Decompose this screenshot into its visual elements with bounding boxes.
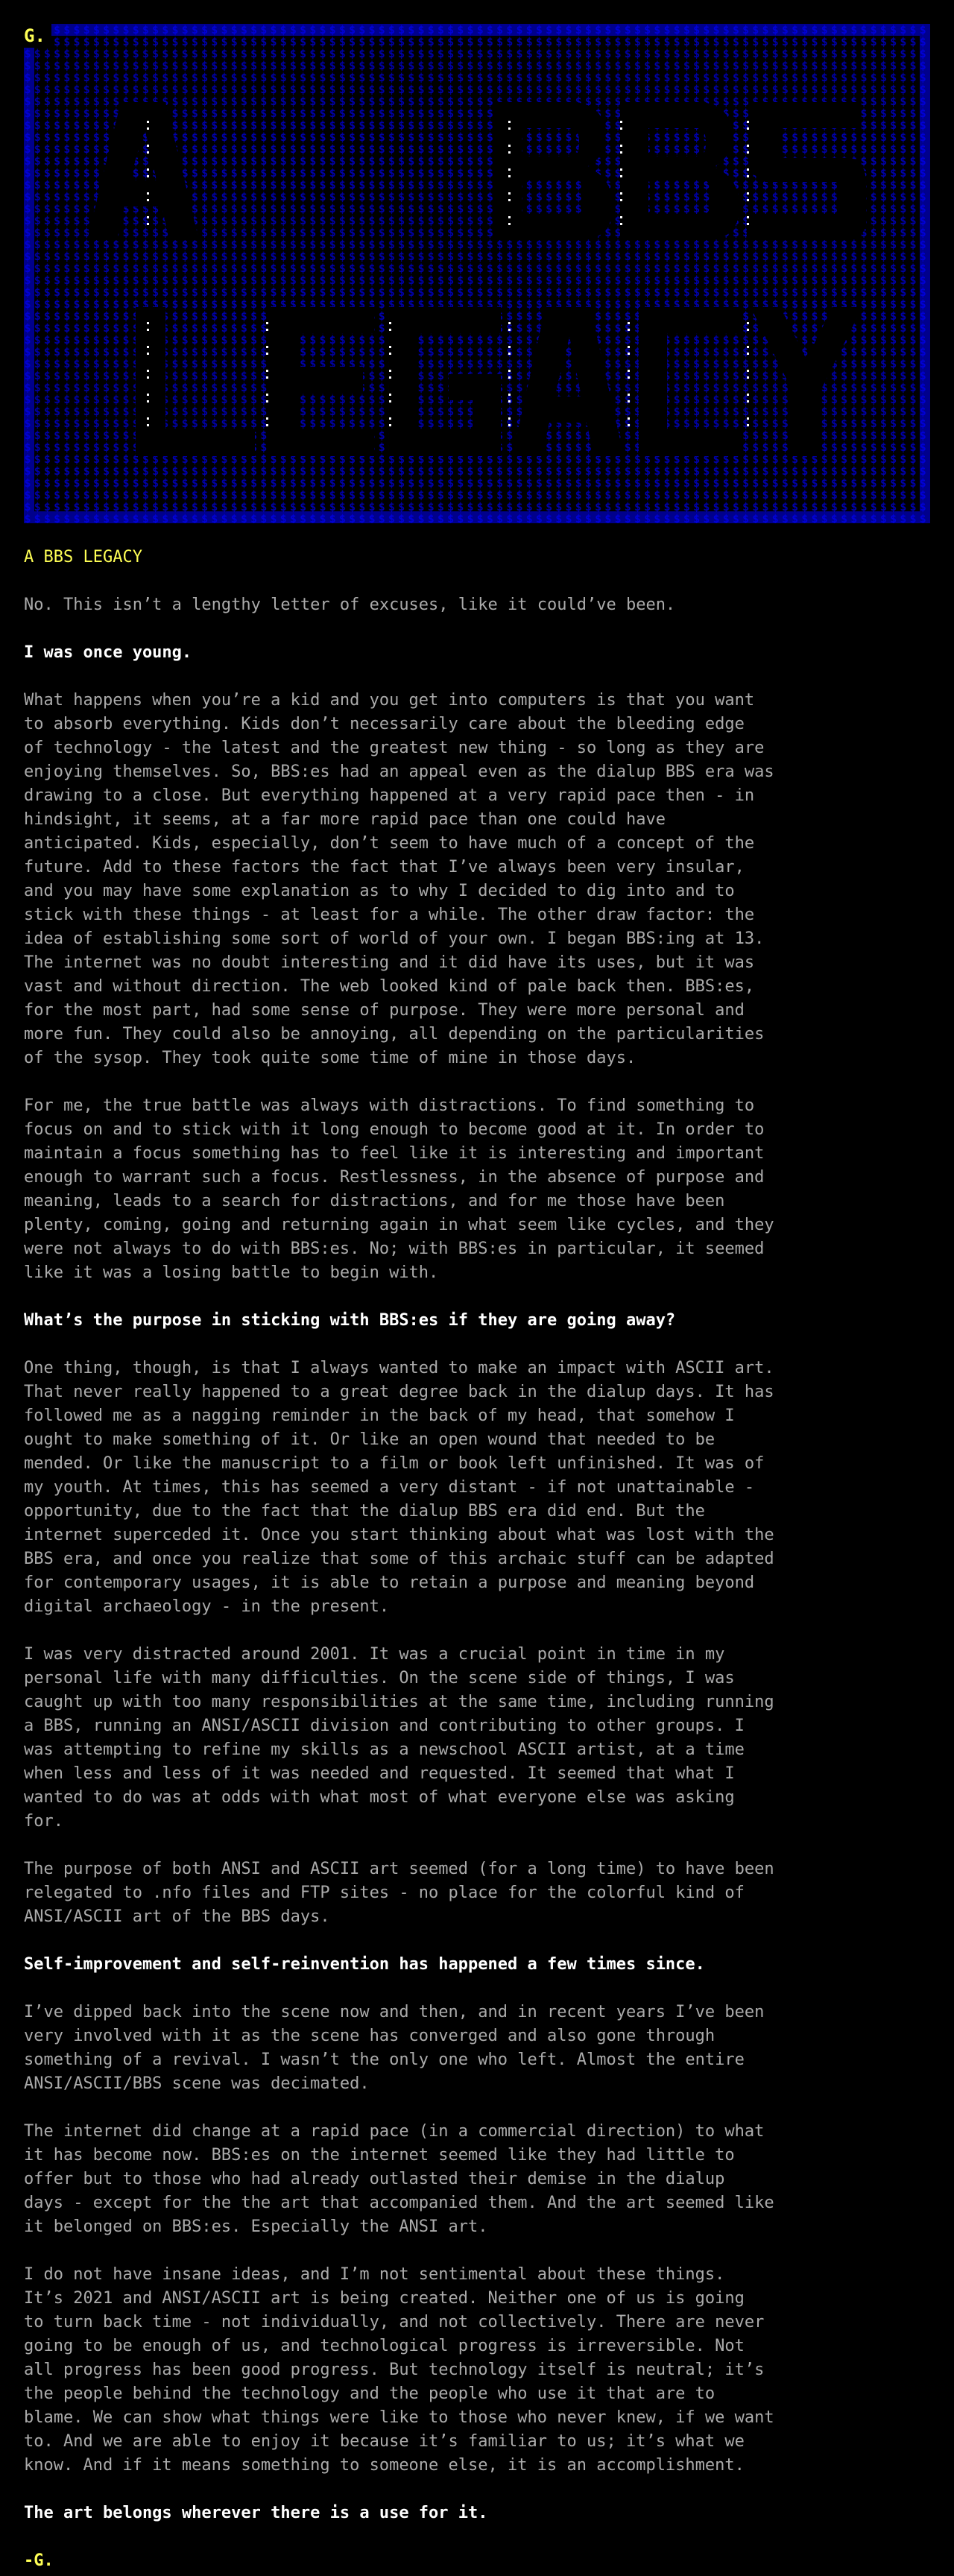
banner-dot <box>389 376 391 379</box>
banner-dot <box>147 216 149 218</box>
banner-dot <box>266 353 268 355</box>
banner-dot <box>147 346 149 348</box>
banner-dot <box>266 370 268 372</box>
banner-dot <box>508 216 511 218</box>
banner-dot <box>389 394 391 396</box>
banner-dot <box>508 394 511 396</box>
banner-dot <box>508 400 511 402</box>
banner-dot <box>747 417 749 420</box>
article <box>24 546 930 2573</box>
banner-dot <box>147 394 149 396</box>
banner-signature: G. <box>24 24 51 48</box>
banner-dot <box>389 346 391 348</box>
banner-dot <box>266 424 268 426</box>
banner-dot <box>747 127 749 130</box>
banner-dot <box>147 168 149 171</box>
banner-dot <box>147 329 149 331</box>
banner-dot <box>389 329 391 331</box>
banner-dot <box>508 127 511 130</box>
banner-dot <box>147 145 149 147</box>
banner-dot <box>389 400 391 402</box>
article-body <box>24 593 930 2525</box>
banner-dot <box>628 329 630 331</box>
paragraph: For me, the true battle was always with distractions. To find something to focus on and to stick with it long enough to become good at it. In order to maintain a focus something has to feel like it is interesting and important enough to warrant such a focus. Restlessness, in the absence of purpose and meaning, leads to a search for distractions, and for me those have been plenty, coming, going and returning again in what seem like cycles, and they were not always to do with BBS:es. No; with BBS:es in particular, it seemed like it was a losing battle to begin with. <box>24 1096 774 1282</box>
banner-dot <box>389 417 391 420</box>
banner-dot <box>508 145 511 147</box>
banner-dot <box>147 322 149 324</box>
section-heading: What’s the purpose in sticking with BBS:es if they are going away? <box>24 1311 676 1330</box>
banner-dot <box>147 400 149 402</box>
banner-dot <box>620 145 622 147</box>
banner-dot <box>508 370 511 372</box>
banner-dot <box>620 192 622 195</box>
banner-dot <box>508 168 511 171</box>
banner-dot <box>620 168 622 171</box>
banner-dot <box>747 376 749 379</box>
banner-dot <box>147 223 149 225</box>
banner-dot <box>389 322 391 324</box>
banner-dot <box>628 400 630 402</box>
banner-dot <box>508 417 511 420</box>
banner-dot <box>147 127 149 130</box>
banner-dot <box>628 424 630 426</box>
section-heading: Self-improvement and self-reinvention has happened a few times since. <box>24 1955 705 1974</box>
article-title: A BBS LEGACY <box>24 548 142 566</box>
banner-dot <box>620 223 622 225</box>
banner-dot <box>747 151 749 154</box>
banner-dot <box>628 346 630 348</box>
paragraph: I was very distracted around 2001. It was a crucial point in time in my personal life with many difficulties. On the scene side of things, I was caught up with too many responsibilities at the same time, including running a BBS, running an ANSI/ASCII division and contributing to other groups. I was attempting to refine my skills as a newschool ASCII artist, at a time when less and less of it was needed and requested. It seemed that what I wanted to do was at odds with what most of what everyone else was asking for. <box>24 1645 774 1831</box>
banner-dot <box>266 417 268 420</box>
banner-dot <box>620 121 622 123</box>
paragraph: No. This isn’t a lengthy letter of excuses, like it could’ve been. <box>24 596 676 614</box>
banner-dot <box>147 151 149 154</box>
banner-dot <box>266 346 268 348</box>
paragraph: One thing, though, is that I always wanted to make an impact with ASCII art. That never really happened to a great degree back in the dialup days. It has followed me as a nagging reminder in the back of my head, that somehow I ought to make something of it. Or like an open wound that needed to be mended. Or like the manuscript to a film or book left unfinished. It was of my youth. At times, this has seemed a very distant - if not unattainable - opportunity, due to the fact that the dialup BBS era did end. But the internet superceded it. Once you start thinking about what was lost with the BBS era, and once you realize that some of this archaic stuff can be adapted for contemporary usages, it is able to retain a purpose and meaning beyond digital archaeology - in the present. <box>24 1359 774 1616</box>
banner-dot <box>389 370 391 372</box>
banner-dot <box>747 329 749 331</box>
banner-dot <box>147 417 149 420</box>
banner-dot <box>147 353 149 355</box>
banner-dot <box>389 353 391 355</box>
banner-dot <box>508 151 511 154</box>
ascii-art-logo <box>24 24 930 523</box>
banner-dot <box>266 322 268 324</box>
banner-dot <box>508 376 511 379</box>
banner-dot <box>747 346 749 348</box>
banner-dot <box>747 168 749 171</box>
banner-dot <box>147 192 149 195</box>
banner-dot <box>628 322 630 324</box>
paragraph: What happens when you’re a kid and you get into computers is that you want to absorb everything. Kids don’t necessarily care about the bleeding edge of technology - the latest and the greatest new thing - so long as they are enjoying themselves. So, BBS:es had an appeal even as the dialup BBS era was drawing to a close. But everything happened at a very rapid pace then - in hindsight, it seems, at a far more rapid pace than one could have anticipated. Kids, especially, don’t seem to have much of a concept of the future. Add to these factors the fact that I’ve always been very insular, and you may have some explanation as to why I decided to dig into and to stick with these things - at least for a while. The other draw factor: the idea of establishing some sort of world of your own. I began BBS:ing at 13. The internet was no doubt interesting and it did have its uses, but it was vast and without direction. The web looked kind of pale back then. BBS:es, for the most part, had some sense of purpose. They were more personal and more fun. They could also be annoying, all depending on the particularities of the sysop. They took quite some time of mine in those days. <box>24 691 774 1067</box>
paragraph: I’ve dipped back into the scene now and then, and in recent years I’ve been very involved with it as the scene has converged and also gone through something of a revival. I wasn’t the only one who left. Almost the entire ANSI/ASCII/BBS scene was decimated. <box>24 2003 765 2093</box>
banner-dot <box>620 151 622 154</box>
banner-dot <box>747 175 749 177</box>
banner-dot <box>147 175 149 177</box>
banner-dot <box>747 322 749 324</box>
banner-dot <box>747 353 749 355</box>
banner-dot <box>628 376 630 379</box>
banner-dot <box>266 329 268 331</box>
banner-dot <box>747 121 749 123</box>
banner-dot <box>147 199 149 201</box>
article-signature: -G. <box>24 2551 54 2570</box>
banner-dot <box>620 199 622 201</box>
banner-dot <box>508 199 511 201</box>
section-heading: I was once young. <box>24 643 192 662</box>
banner-dot <box>508 424 511 426</box>
banner-dot <box>628 417 630 420</box>
banner-dot <box>620 216 622 218</box>
banner-dot <box>628 370 630 372</box>
section-heading: The art belongs wherever there is a use for it. <box>24 2504 488 2522</box>
banner-dot <box>747 370 749 372</box>
banner-dot <box>508 346 511 348</box>
banner-dot <box>508 121 511 123</box>
paragraph: The purpose of both ANSI and ASCII art seemed (for a long time) to have been relegated to .nfo files and FTP sites - no place for the colorful kind of ANSI/ASCII art of the BBS days. <box>24 1860 774 1926</box>
banner-dot <box>508 223 511 225</box>
banner-dot <box>508 329 511 331</box>
banner-dot <box>747 192 749 195</box>
banner-dot <box>508 353 511 355</box>
banner-dot <box>628 353 630 355</box>
banner-dot <box>508 192 511 195</box>
banner-dot <box>620 175 622 177</box>
paragraph: The internet did change at a rapid pace (in a commercial direction) to what it has become now. BBS:es on the internet seemed like they had little to offer but to those who had already outlasted their demise in the dialup days - except for the the art that accompanied them. And the art seemed like it belonged on BBS:es. Especially the ANSI art. <box>24 2122 774 2236</box>
banner-dot <box>266 400 268 402</box>
banner-dot <box>389 424 391 426</box>
banner-dot <box>747 394 749 396</box>
banner-dot <box>628 394 630 396</box>
banner-dot <box>620 127 622 130</box>
banner-dot <box>508 322 511 324</box>
banner-dot <box>147 424 149 426</box>
banner-dot <box>747 145 749 147</box>
banner-dot <box>747 199 749 201</box>
banner-dot <box>266 394 268 396</box>
banner-dot <box>747 400 749 402</box>
ascii-art-banner <box>24 24 930 523</box>
banner-dot <box>747 424 749 426</box>
banner-dot <box>147 370 149 372</box>
banner-dot <box>147 376 149 379</box>
banner-dot <box>747 216 749 218</box>
banner-dot <box>266 376 268 379</box>
paragraph: I do not have insane ideas, and I’m not sentimental about these things. It’s 2021 and ANSI/ASCII art is being created. Neither one of us is going to turn back time - not individually, and not collectively. There are never going to be enough of us, and technological progress is irreversible. Not all progress has been good progress. But technology itself is neutral; it’s the people behind the technology and the people who use it that are to blame. We can show what things were like to those who never knew, if we want to. And we are able to enjoy it because it’s familiar to us; it’s what we know. And if it means something to someone else, it is an accomplishment. <box>24 2265 774 2475</box>
banner-dot <box>747 223 749 225</box>
banner-dot <box>508 175 511 177</box>
banner-dot <box>147 121 149 123</box>
